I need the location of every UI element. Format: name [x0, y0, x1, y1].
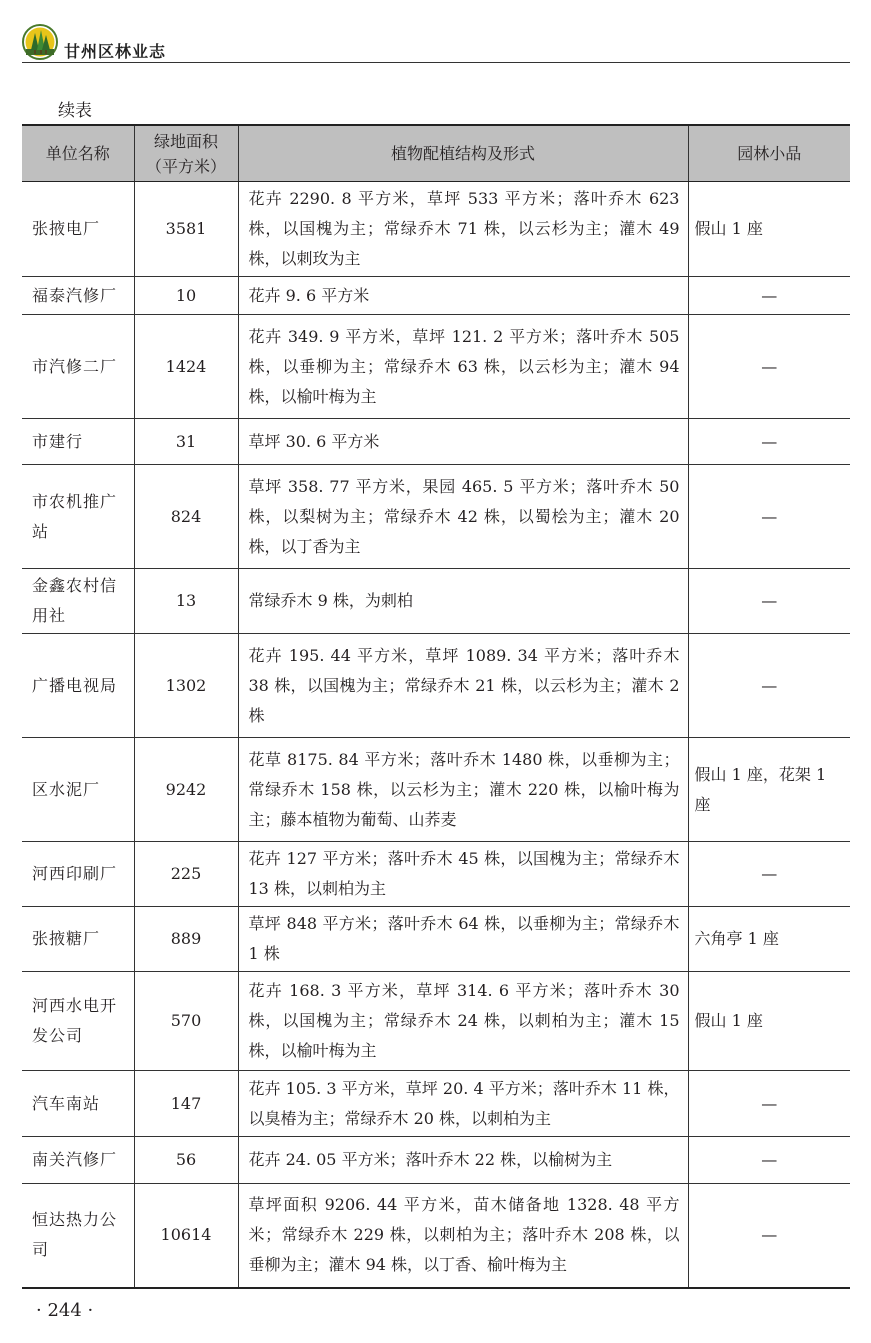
garden-feature-cell: —	[688, 315, 850, 419]
page-header	[22, 24, 850, 64]
green-area-cell: 824	[134, 465, 238, 569]
unit-name-cell: 市农机推广站	[22, 465, 134, 569]
table-row	[22, 1184, 850, 1288]
garden-feature-cell: —	[688, 569, 850, 634]
green-area-cell: 10614	[134, 1184, 238, 1288]
plant-structure-cell: 花卉 105. 3 平方米，草坪 20. 4 平方米；落叶乔木 11 株，以臭椿为主；常绿乔木 20 株，以刺柏为主	[238, 1071, 688, 1137]
garden-feature-cell: —	[688, 419, 850, 465]
unit-name-cell: 张掖电厂	[22, 182, 134, 277]
green-area-cell: 889	[134, 907, 238, 972]
garden-feature-cell: —	[688, 277, 850, 315]
plant-structure-cell: 花草 8175. 84 平方米；落叶乔木 1480 株，以垂柳为主；常绿乔木 158 株，以云杉为主；灌木 220 株，以榆叶梅为主；藤本植物为葡萄、山荞麦	[238, 738, 688, 842]
green-area-cell: 225	[134, 842, 238, 907]
plant-structure-cell: 草坪 358. 77 平方米，果园 465. 5 平方米；落叶乔木 50 株，以梨树为主；常绿乔木 42 株，以蜀桧为主；灌木 20 株，以丁香为主	[238, 465, 688, 569]
plant-structure-cell: 草坪 848 平方米；落叶乔木 64 株，以垂柳为主；常绿乔木 1 株	[238, 907, 688, 972]
plant-structure-cell: 花卉 9. 6 平方米	[238, 277, 688, 315]
garden-feature-cell: —	[688, 1184, 850, 1288]
green-area-cell: 1302	[134, 634, 238, 738]
table-row	[22, 419, 850, 465]
plant-structure-cell: 草坪 30. 6 平方米	[238, 419, 688, 465]
unit-name-cell: 张掖糖厂	[22, 907, 134, 972]
page-number: · 244 ·	[36, 1300, 94, 1321]
plant-structure-cell: 花卉 2290. 8 平方米，草坪 533 平方米；落叶乔木 623 株，以国槐为主；常绿乔木 71 株，以云杉为主；灌木 49 株，以刺玫为主	[238, 182, 688, 277]
garden-feature-cell: —	[688, 842, 850, 907]
plant-structure-cell: 草坪面积 9206. 44 平方米，苗木储备地 1328. 48 平方米；常绿乔木 229 株，以刺柏为主；落叶乔木 208 株，以垂柳为主；灌木 94 株，以丁香、榆叶梅为主	[238, 1184, 688, 1288]
forest-tree-logo-icon	[22, 24, 58, 60]
unit-name-cell: 河西水电开发公司	[22, 972, 134, 1071]
unit-name-cell: 福泰汽修厂	[22, 277, 134, 315]
table-row	[22, 569, 850, 634]
header-plant-structure: 植物配植结构及形式	[238, 125, 688, 182]
header-green-area-line1: 绿地面积	[153, 131, 218, 151]
plant-structure-cell: 花卉 168. 3 平方米，草坪 314. 6 平方米；落叶乔木 30 株，以国槐为主；常绿乔木 24 株，以刺柏为主；灌木 15 株，以榆叶梅为主	[238, 972, 688, 1071]
header-unit-name: 单位名称	[22, 125, 134, 182]
table-row	[22, 315, 850, 419]
unit-name-cell: 市汽修二厂	[22, 315, 134, 419]
table-row	[22, 277, 850, 315]
table-row	[22, 182, 850, 277]
table-row	[22, 634, 850, 738]
plant-structure-cell: 花卉 349. 9 平方米，草坪 121. 2 平方米；落叶乔木 505 株，以垂柳为主；常绿乔木 63 株，以云杉为主；灌木 94 株，以榆叶梅为主	[238, 315, 688, 419]
unit-name-cell: 汽车南站	[22, 1071, 134, 1137]
garden-feature-cell: 假山 1 座	[688, 182, 850, 277]
header-green-area-line2: （平方米）	[145, 156, 226, 176]
plant-structure-cell: 常绿乔木 9 株，为刺柏	[238, 569, 688, 634]
unit-name-cell: 金鑫农村信用社	[22, 569, 134, 634]
green-area-cell: 56	[134, 1137, 238, 1184]
green-area-cell: 147	[134, 1071, 238, 1137]
green-space-table	[22, 124, 850, 1289]
green-area-cell: 570	[134, 972, 238, 1071]
garden-feature-cell: —	[688, 465, 850, 569]
table-row	[22, 1071, 850, 1137]
green-area-cell: 13	[134, 569, 238, 634]
table-header-row	[22, 125, 850, 182]
unit-name-cell: 广播电视局	[22, 634, 134, 738]
unit-name-cell: 南关汽修厂	[22, 1137, 134, 1184]
garden-feature-cell: —	[688, 1137, 850, 1184]
table-row	[22, 907, 850, 972]
continued-label: 续表	[58, 101, 92, 121]
green-area-cell: 10	[134, 277, 238, 315]
table-row	[22, 972, 850, 1071]
green-area-cell: 9242	[134, 738, 238, 842]
garden-feature-cell: 假山 1 座，花架 1 座	[688, 738, 850, 842]
book-title: 甘州区林业志	[64, 42, 167, 61]
unit-name-cell: 市建行	[22, 419, 134, 465]
table-row	[22, 1137, 850, 1184]
green-area-cell: 3581	[134, 182, 238, 277]
garden-feature-cell: —	[688, 634, 850, 738]
table-row	[22, 842, 850, 907]
unit-name-cell: 恒达热力公司	[22, 1184, 134, 1288]
garden-feature-cell: —	[688, 1071, 850, 1137]
garden-feature-cell: 六角亭 1 座	[688, 907, 850, 972]
plant-structure-cell: 花卉 24. 05 平方米；落叶乔木 22 株，以榆树为主	[238, 1137, 688, 1184]
unit-name-cell: 河西印刷厂	[22, 842, 134, 907]
table-row	[22, 465, 850, 569]
header-garden-features: 园林小品	[688, 125, 850, 182]
header-divider	[22, 62, 850, 63]
unit-name-cell: 区水泥厂	[22, 738, 134, 842]
green-area-cell: 31	[134, 419, 238, 465]
header-green-area	[134, 125, 238, 182]
table-row	[22, 738, 850, 842]
garden-feature-cell: 假山 1 座	[688, 972, 850, 1071]
plant-structure-cell: 花卉 195. 44 平方米，草坪 1089. 34 平方米；落叶乔木 38 株，以国槐为主；常绿乔木 21 株，以云杉为主；灌木 2 株	[238, 634, 688, 738]
plant-structure-cell: 花卉 127 平方米；落叶乔木 45 株，以国槐为主；常绿乔木 13 株，以刺柏为主	[238, 842, 688, 907]
green-area-cell: 1424	[134, 315, 238, 419]
